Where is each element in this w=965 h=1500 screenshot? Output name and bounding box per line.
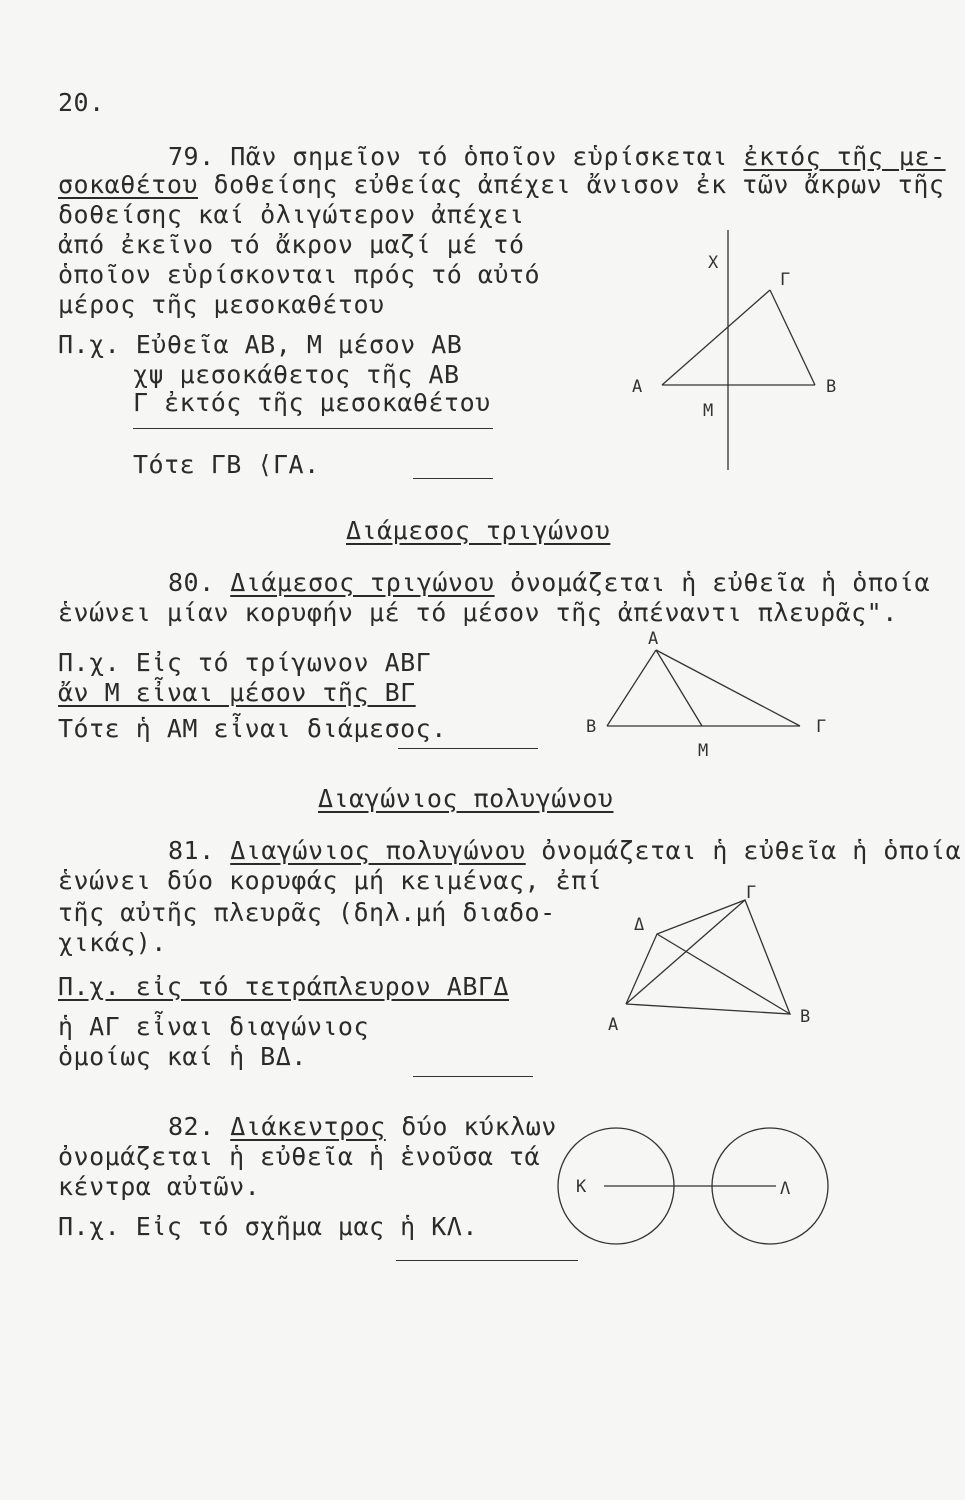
paragraph-line: 82. Διάκεντρος δύο κύκλων bbox=[168, 1112, 557, 1141]
point-label-a: Α bbox=[608, 1015, 619, 1035]
key-term: Διάμεσος τριγώνου bbox=[230, 568, 495, 597]
paragraph-line: 81. Διαγώνιος πολυγώνου ὀνομάζεται ἡ εὐθεῖα ἡ ὁποία bbox=[168, 836, 962, 865]
example-line: ἡ ΑΓ εἶναι διαγώνιος bbox=[58, 1012, 370, 1041]
item-number: 82. bbox=[168, 1112, 231, 1141]
point-label-a: Α bbox=[632, 377, 643, 397]
point-label-b: Β bbox=[586, 717, 597, 737]
paragraph-line: 80. Διάμεσος τριγώνου ὀνομάζεται ἡ εὐθεῖα ἡ ὁποία bbox=[168, 568, 931, 597]
point-label-m: Μ bbox=[703, 401, 714, 421]
example-line: Γ ἐκτός τῆς μεσοκαθέτου bbox=[133, 388, 491, 417]
paragraph-line: τῆς αὐτῆς πλευρᾶς (δηλ.μή διαδο- bbox=[58, 898, 556, 927]
paragraph-line: ἑνώνει δύο κορυφάς μή κειμένας, ἐπί bbox=[58, 866, 603, 895]
point-label-g: Γ bbox=[780, 270, 791, 290]
paragraph-line: μέρος τῆς μεσοκαθέτου bbox=[58, 290, 385, 319]
point-label-b: Β bbox=[800, 1007, 811, 1027]
example-line: ὁμοίως καί ἡ ΒΔ. bbox=[58, 1042, 307, 1071]
example-line: χψ μεσοκάθετος τῆς ΑΒ bbox=[133, 360, 460, 389]
paragraph-line: δοθείσης καί ὀλιγώτερον ἀπέχει bbox=[58, 200, 525, 229]
item-number: 80. bbox=[168, 568, 231, 597]
paragraph-line: σοκαθέτου δοθείσης εὐθείας ἀπέχει ἄνισον ἐκ τῶν ἄκρων τῆς bbox=[58, 170, 945, 199]
paragraph-line: ὀνομάζεται ἡ εὐθεῖα ἡ ἑνοῦσα τά bbox=[58, 1142, 541, 1171]
paragraph-line: ἑνώνει μίαν κορυφήν μέ τό μέσον τῆς ἀπέναντι πλευρᾶς". bbox=[58, 598, 898, 627]
key-term: ἐκτός τῆς με- bbox=[743, 142, 946, 171]
point-label-d: Δ bbox=[634, 915, 645, 935]
key-term: Διαγώνιος πολυγώνου bbox=[230, 836, 526, 865]
section-heading: Διάμεσος τριγώνου bbox=[346, 516, 611, 545]
point-label-x: Χ bbox=[708, 253, 719, 273]
conclusion-line: Τότε ἡ ΑΜ εἶναι διάμεσος. bbox=[58, 714, 447, 743]
center-label-l: Λ bbox=[780, 1179, 791, 1199]
point-label-b: Β bbox=[826, 377, 837, 397]
conclusion-line: Τότε ΓΒ ⟨ΓΑ. bbox=[133, 450, 320, 479]
point-label-g: Γ bbox=[746, 883, 757, 903]
item-number: 79. bbox=[168, 142, 215, 171]
example-line: Π.χ. εἰς τό τετράπλευρον ΑΒΓΔ bbox=[58, 972, 509, 1001]
key-term: σοκαθέτου bbox=[58, 170, 198, 199]
item-number: 81. bbox=[168, 836, 231, 865]
paragraph-line: χικάς). bbox=[58, 928, 167, 957]
section-heading: Διαγώνιος πολυγώνου bbox=[318, 784, 614, 813]
paragraph-line: κέντρα αὐτῶν. bbox=[58, 1172, 261, 1201]
point-label-g: Γ bbox=[816, 717, 827, 737]
point-label-a: Α bbox=[648, 629, 659, 649]
example-line: Π.χ. Εὐθεῖα ΑΒ, Μ μέσον ΑΒ bbox=[58, 330, 463, 359]
example-line: Π.χ. Εἰς τό τρίγωνον ΑΒΓ bbox=[58, 648, 432, 677]
example-line: ἄν Μ εἶναι μέσον τῆς ΒΓ bbox=[58, 678, 416, 707]
example-line: Π.χ. Εἰς τό σχῆμα μας ἡ ΚΛ. bbox=[58, 1212, 478, 1241]
point-label-m: Μ bbox=[698, 741, 709, 761]
paragraph-line: 79. Πᾶν σημεῖον τό ὁποῖον εὑρίσκεται ἐκτός τῆς με- bbox=[168, 142, 946, 171]
key-term: Διάκεντρος bbox=[230, 1112, 386, 1141]
paragraph-line: ὁποῖον εὑρίσκονται πρός τό αὐτό bbox=[58, 260, 541, 289]
center-label-k: Κ bbox=[576, 1177, 587, 1197]
paragraph-line: ἀπό ἐκεῖνο τό ἄκρον μαζί μέ τό bbox=[58, 230, 525, 259]
page-number: 20. bbox=[58, 88, 105, 117]
